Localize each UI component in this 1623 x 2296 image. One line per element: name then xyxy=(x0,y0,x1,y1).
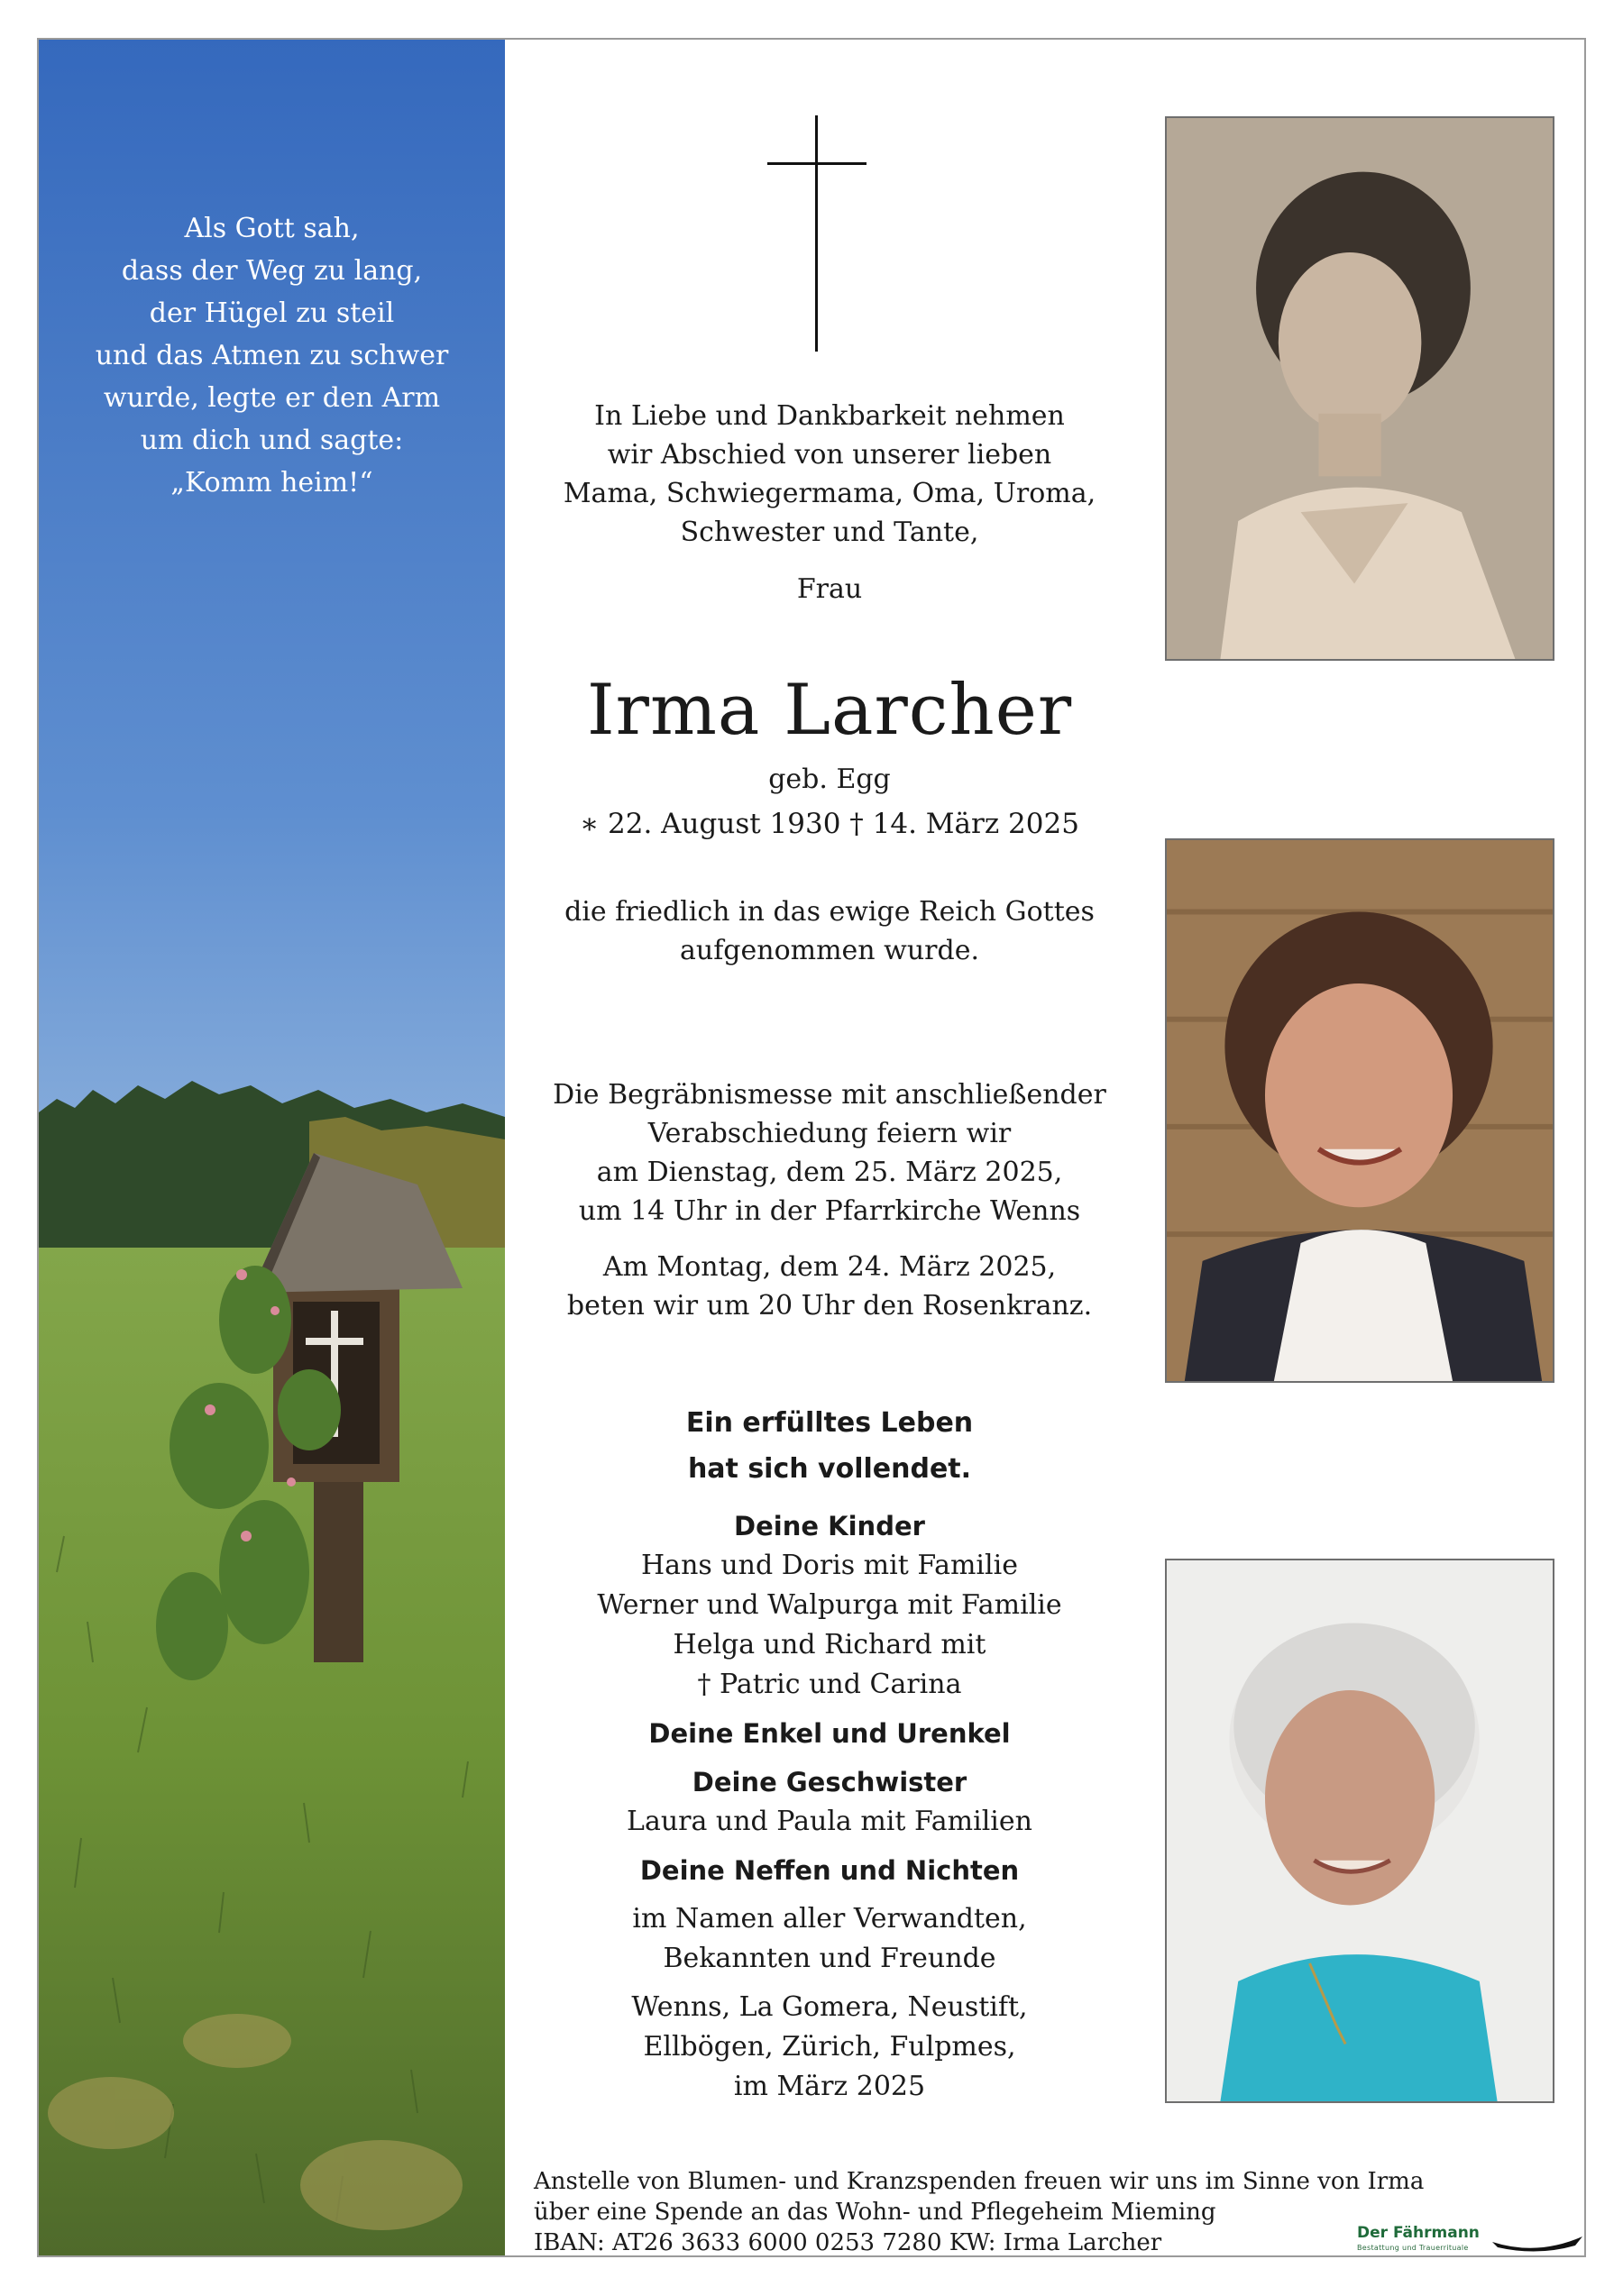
portrait-photo-middle-age xyxy=(1165,838,1554,1383)
rosary-notice xyxy=(505,1248,1154,1325)
poem-line: der Hügel zu steil xyxy=(149,297,395,329)
funeral-line: am Dienstag, dem 25. März 2025, xyxy=(596,1157,1063,1188)
logo-tagline: Bestattung und Trauerrituale xyxy=(1357,2244,1469,2252)
intro-line: Mama, Schwiegermama, Oma, Uroma, xyxy=(563,478,1096,509)
fulfilled-life-text xyxy=(505,1400,1154,1492)
poem-line: Als Gott sah, xyxy=(184,213,360,244)
rosary-line: Am Montag, dem 24. März 2025, xyxy=(602,1251,1057,1283)
mourners-list xyxy=(505,1506,1154,2107)
portrait-photo-elderly xyxy=(1165,1559,1554,2103)
portrait-photo-young xyxy=(1165,116,1554,661)
child-entry: † Patric und Carina xyxy=(697,1669,962,1700)
child-entry: Helga und Richard mit xyxy=(673,1629,986,1660)
passing-line: die friedlich in das ewige Reich Gottes xyxy=(564,896,1095,928)
funeral-line: um 14 Uhr in der Pfarrkirche Wenns xyxy=(578,1195,1081,1227)
places-line: Wenns, La Gomera, Neustift, xyxy=(631,1991,1028,2023)
children-heading: Deine Kinder xyxy=(734,1511,925,1541)
funeral-line: Verabschiedung feiern wir xyxy=(647,1118,1012,1149)
funeral-notice xyxy=(505,1075,1154,1230)
poem-line: um dich und sagte: xyxy=(140,425,404,456)
logo-name: Der Fährmann xyxy=(1357,2224,1480,2242)
sibling-entry: Laura und Paula mit Familien xyxy=(627,1806,1032,1837)
funeral-home-logo xyxy=(1357,2220,1582,2264)
fulfilled-line: hat sich vollendet. xyxy=(687,1453,972,1485)
poem-line: und das Atmen zu schwer xyxy=(95,340,449,371)
fulfilled-line: Ein erfülltes Leben xyxy=(685,1407,974,1439)
relatives-line: Bekannten und Freunde xyxy=(663,1943,996,1974)
relatives-line: im Namen aller Verwandten, xyxy=(632,1903,1027,1935)
nephews-heading: Deine Neffen und Nichten xyxy=(639,1855,1020,1886)
poem xyxy=(39,207,505,504)
child-entry: Werner und Walpurga mit Familie xyxy=(597,1589,1062,1621)
deceased-name: Irma Larcher xyxy=(586,670,1073,751)
passing-line: aufgenommen wurde. xyxy=(680,935,979,966)
poem-line: dass der Weg zu lang, xyxy=(121,255,423,287)
salutation: Frau xyxy=(796,573,863,605)
rosary-line: beten wir um 20 Uhr den Rosenkranz. xyxy=(566,1290,1093,1322)
poem-line: „Komm heim!“ xyxy=(170,467,373,499)
wayside-shrine-photo xyxy=(39,40,505,2255)
birth-name: geb. Egg xyxy=(768,764,891,795)
cross-icon xyxy=(767,115,867,352)
funeral-line: Die Begräbnismesse mit anschließender xyxy=(553,1079,1106,1111)
footer-line: Anstelle von Blumen- und Kranzspenden freuen wir uns im Sinne von Irma xyxy=(534,2168,1425,2195)
places-line: im März 2025 xyxy=(733,2071,926,2102)
passing-text xyxy=(505,892,1154,970)
intro-text xyxy=(505,397,1154,552)
child-entry: Hans und Doris mit Familie xyxy=(641,1550,1018,1581)
life-dates: ∗ 22. August 1930 † 14. März 2025 xyxy=(580,808,1079,840)
places-line: Ellbögen, Zürich, Fulpmes, xyxy=(643,2031,1016,2063)
siblings-heading: Deine Geschwister xyxy=(692,1767,967,1797)
intro-line: In Liebe und Dankbarkeit nehmen xyxy=(594,400,1065,432)
boat-icon xyxy=(1492,2229,1582,2256)
footer-line: IBAN: AT26 3633 6000 0253 7280 KW: Irma Larcher xyxy=(534,2229,1162,2256)
footer-line: über eine Spende an das Wohn- und Pflegeheim Mieming xyxy=(534,2199,1216,2226)
grandchildren-heading: Deine Enkel und Urenkel xyxy=(648,1718,1011,1749)
poem-line: wurde, legte er den Arm xyxy=(103,382,441,414)
intro-line: wir Abschied von unserer lieben xyxy=(607,439,1052,471)
intro-line: Schwester und Tante, xyxy=(680,517,979,548)
